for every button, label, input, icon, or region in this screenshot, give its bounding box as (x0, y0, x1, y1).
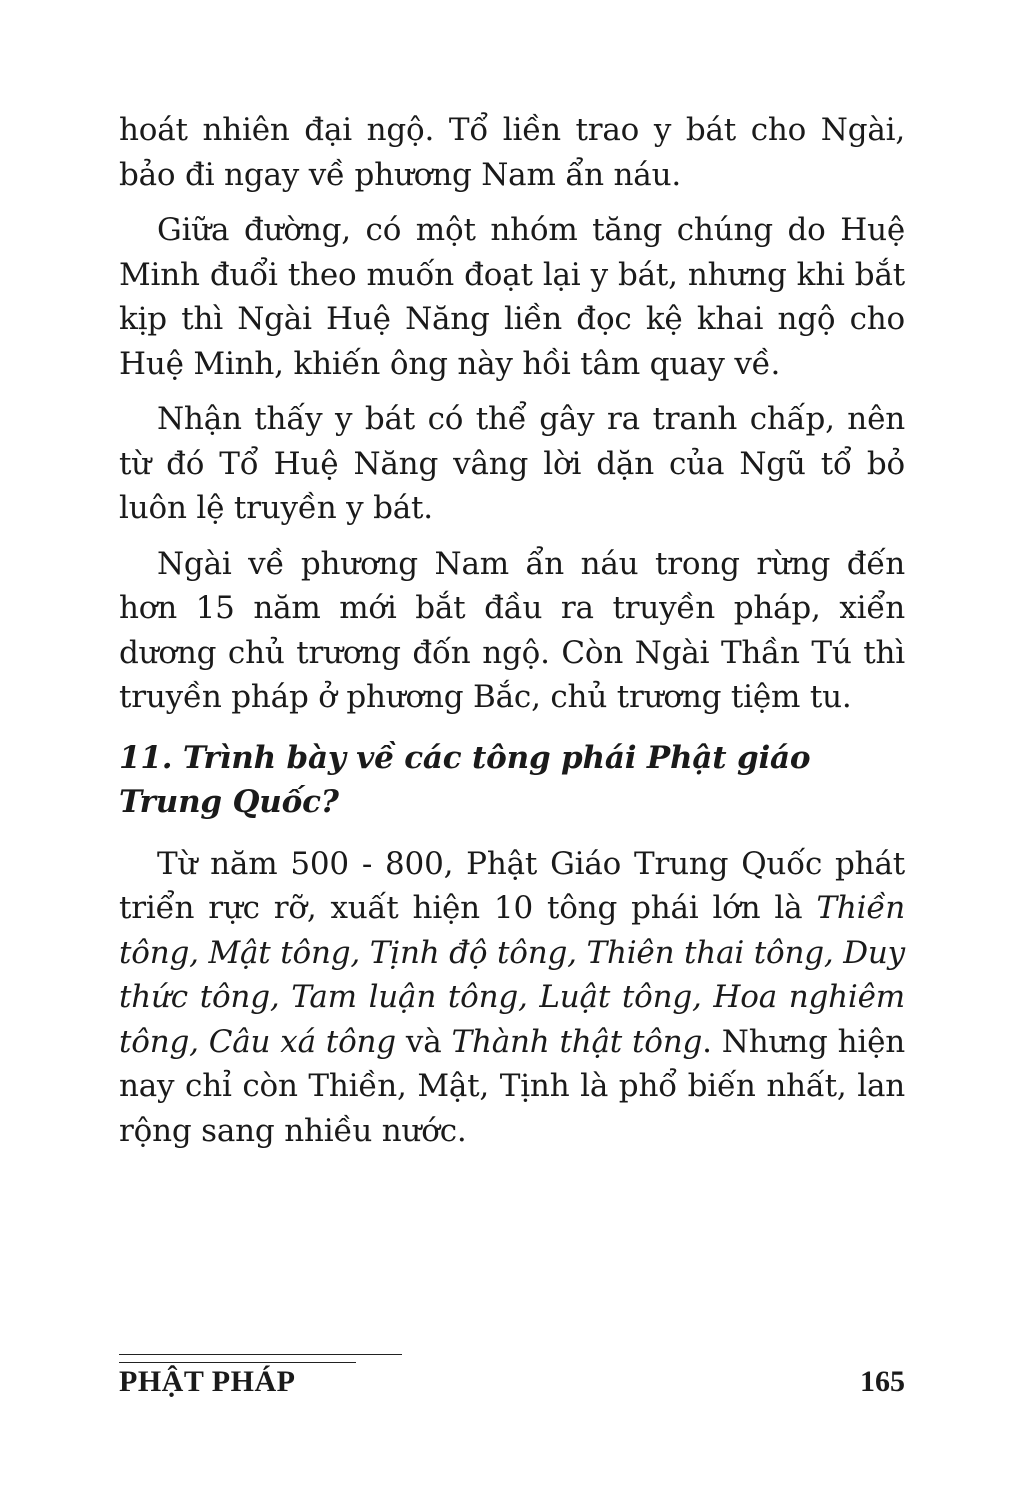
paragraph-south-north: Ngài về phương Nam ẩn náu trong rừng đến hơn 15 năm mới bắt đầu ra truyền pháp, xiển dương chủ trương đốn ngộ. Còn Ngài Thần Tú thì truyền pháp ở phương Bắc, chủ trương tiệm tu. (119, 545, 905, 715)
section-heading-line2: Trung Quốc? (119, 783, 339, 820)
page-number: 165 (860, 1365, 905, 1398)
page-body (119, 108, 905, 1164)
paragraph-continued: hoát nhiên đại ngộ. Tổ liền trao y bát cho Ngài, bảo đi ngay về phương Nam ẩn náu. (119, 112, 905, 193)
section-heading (119, 736, 905, 824)
footer-rule-secondary (119, 1362, 356, 1363)
footer-book-title: PHẬT PHÁP (119, 1365, 296, 1398)
schools-outro: . Nhưng hiện nay chỉ còn Thiền, Mật, Tịnh là phổ biến nhất, lan rộng sang nhiều nước. (119, 1023, 906, 1149)
paragraph-schools (119, 842, 905, 1154)
paragraph-robe-bowl: Nhận thấy y bát có thể gây ra tranh chấp, nên từ đó Tổ Huệ Năng vâng lời dặn của Ngũ tổ bỏ luôn lệ truyền y bát. (119, 401, 905, 526)
paragraph-hue-minh: Giữa đường, có một nhóm tăng chúng do Huệ Minh đuổi theo muốn đoạt lại y bát, nhưng khi bắt kịp thì Ngài Huệ Năng liền đọc kệ khai ngộ cho Huệ Minh, khiến ông này hồi tâm quay về. (119, 212, 905, 382)
schools-last: Thành thật tông (451, 1023, 703, 1060)
schools-connector: và (395, 1023, 452, 1060)
section-heading-line1: 11. Trình bày về các tông phái Phật giáo (119, 739, 811, 776)
schools-list: Thiền tông, Mật tông, Tịnh độ tông, Thiên thai tông, Duy thức tông, Tam luận tông, Luật tông, Hoa nghiêm tông, Câu xá tông (119, 890, 905, 1060)
footer-rule (119, 1354, 402, 1355)
schools-intro: Từ năm 500 - 800, Phật Giáo Trung Quốc phát triển rực rỡ, xuất hiện 10 tông phái lớn là (119, 845, 905, 926)
